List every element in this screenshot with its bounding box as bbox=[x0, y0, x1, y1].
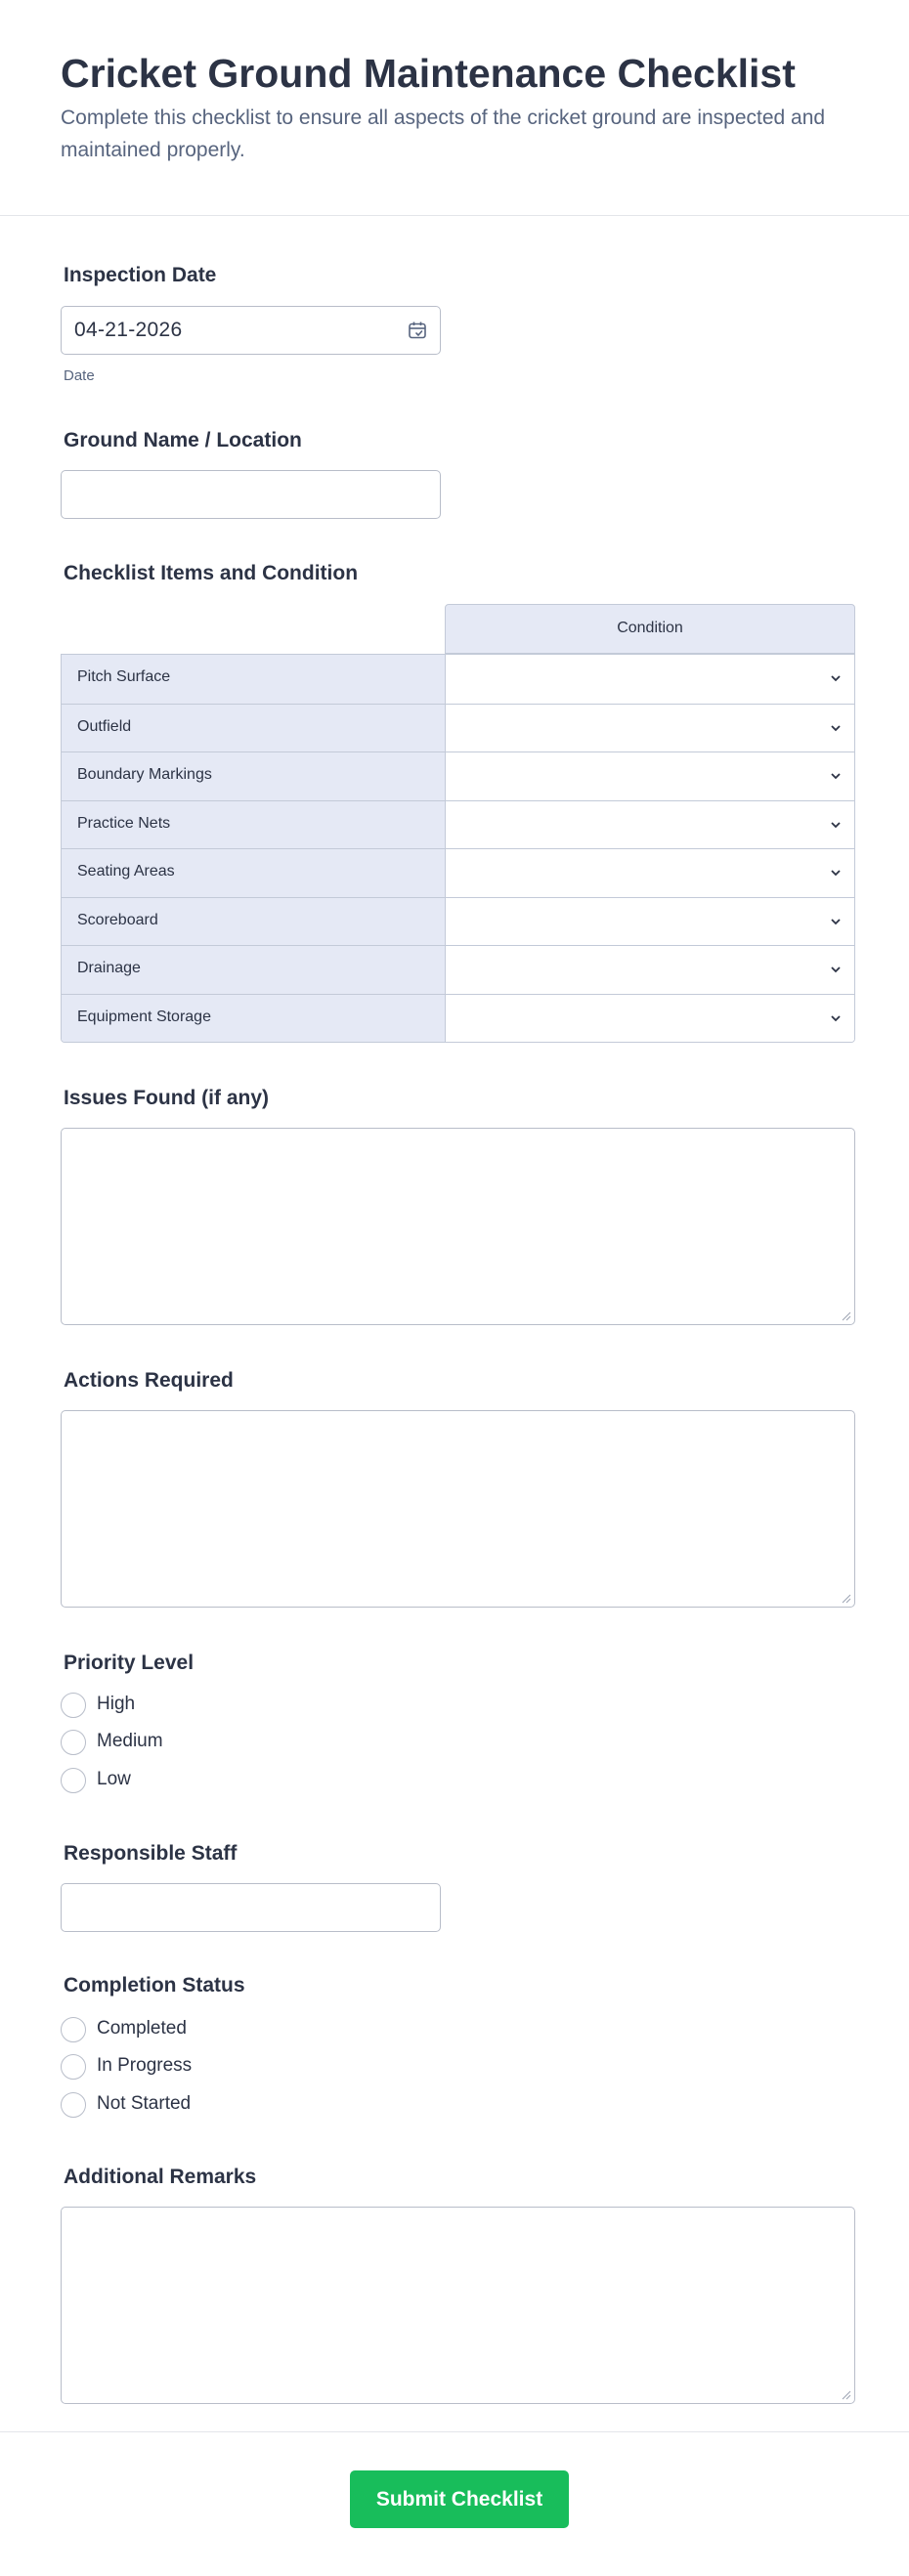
inspection-date-value: 04-21-2026 bbox=[74, 319, 183, 341]
matrix-row-scoreboard bbox=[62, 897, 854, 946]
matrix-row-label: Drainage bbox=[62, 946, 446, 994]
inspection-date-input[interactable] bbox=[61, 306, 441, 355]
actions-required-textarea[interactable] bbox=[61, 1410, 855, 1608]
issues-found-label: Issues Found (if any) bbox=[64, 1087, 270, 1109]
radio-button[interactable] bbox=[61, 1768, 86, 1793]
chevron-down-icon bbox=[829, 818, 843, 832]
checklist-matrix bbox=[61, 654, 855, 1043]
condition-select[interactable] bbox=[446, 849, 854, 897]
matrix-row-label: Seating Areas bbox=[62, 849, 446, 897]
chevron-down-icon bbox=[829, 721, 843, 735]
matrix-row-seating-areas bbox=[62, 848, 854, 897]
matrix-row-equipment-storage bbox=[62, 994, 854, 1043]
condition-select[interactable] bbox=[446, 898, 854, 946]
matrix-row-pitch-surface bbox=[62, 655, 854, 704]
ground-name-input[interactable] bbox=[61, 470, 441, 519]
additional-remarks-label: Additional Remarks bbox=[64, 2166, 257, 2188]
condition-select[interactable] bbox=[446, 752, 854, 800]
matrix-row-outfield bbox=[62, 704, 854, 752]
additional-remarks-textarea[interactable] bbox=[61, 2207, 855, 2404]
responsible-staff-input[interactable] bbox=[61, 1883, 441, 1932]
condition-select[interactable] bbox=[446, 705, 854, 752]
radio-button[interactable] bbox=[61, 2054, 86, 2080]
priority-level-label: Priority Level bbox=[64, 1652, 195, 1674]
submit-button[interactable]: Submit Checklist bbox=[350, 2470, 569, 2528]
calendar-icon[interactable] bbox=[407, 320, 428, 341]
chevron-down-icon bbox=[829, 671, 843, 685]
page-title: Cricket Ground Maintenance Checklist bbox=[61, 51, 796, 96]
inspection-date-label: Inspection Date bbox=[64, 264, 217, 286]
chevron-down-icon bbox=[829, 866, 843, 880]
matrix-row-practice-nets bbox=[62, 800, 854, 849]
issues-found-textarea[interactable] bbox=[61, 1128, 855, 1325]
responsible-staff-label: Responsible Staff bbox=[64, 1842, 238, 1865]
radio-button[interactable] bbox=[61, 2017, 86, 2042]
condition-select[interactable] bbox=[446, 946, 854, 994]
inspection-date-sublabel: Date bbox=[64, 367, 95, 384]
matrix-row-drainage bbox=[62, 945, 854, 994]
matrix-row-label: Boundary Markings bbox=[62, 752, 446, 800]
condition-column-label: Condition bbox=[617, 620, 683, 636]
resize-handle-icon[interactable] bbox=[840, 1309, 851, 1321]
chevron-down-icon bbox=[829, 963, 843, 976]
radio-button[interactable] bbox=[61, 1693, 86, 1718]
matrix-row-label: Pitch Surface bbox=[62, 655, 446, 704]
resize-handle-icon[interactable] bbox=[840, 1592, 851, 1604]
checklist-label: Checklist Items and Condition bbox=[64, 562, 359, 584]
matrix-row-label: Equipment Storage bbox=[62, 995, 446, 1043]
matrix-row-label: Outfield bbox=[62, 705, 446, 752]
completion-status-label: Completion Status bbox=[64, 1974, 245, 1996]
matrix-row-label: Scoreboard bbox=[62, 898, 446, 946]
condition-select[interactable] bbox=[446, 995, 854, 1043]
matrix-row-boundary-markings bbox=[62, 751, 854, 800]
condition-select[interactable] bbox=[446, 655, 854, 704]
resize-handle-icon[interactable] bbox=[840, 2388, 851, 2400]
radio-button[interactable] bbox=[61, 1730, 86, 1755]
page-subtitle: Complete this checklist to ensure all aspects of the cricket ground are inspected and maintained properly. bbox=[61, 107, 826, 161]
chevron-down-icon bbox=[829, 769, 843, 783]
form-header bbox=[0, 0, 909, 216]
condition-select[interactable] bbox=[446, 801, 854, 849]
chevron-down-icon bbox=[829, 1011, 843, 1025]
actions-required-label: Actions Required bbox=[64, 1369, 234, 1392]
condition-column-header bbox=[445, 604, 855, 654]
ground-name-label: Ground Name / Location bbox=[64, 429, 302, 451]
chevron-down-icon bbox=[829, 915, 843, 928]
radio-button[interactable] bbox=[61, 2092, 86, 2118]
matrix-row-label: Practice Nets bbox=[62, 801, 446, 849]
